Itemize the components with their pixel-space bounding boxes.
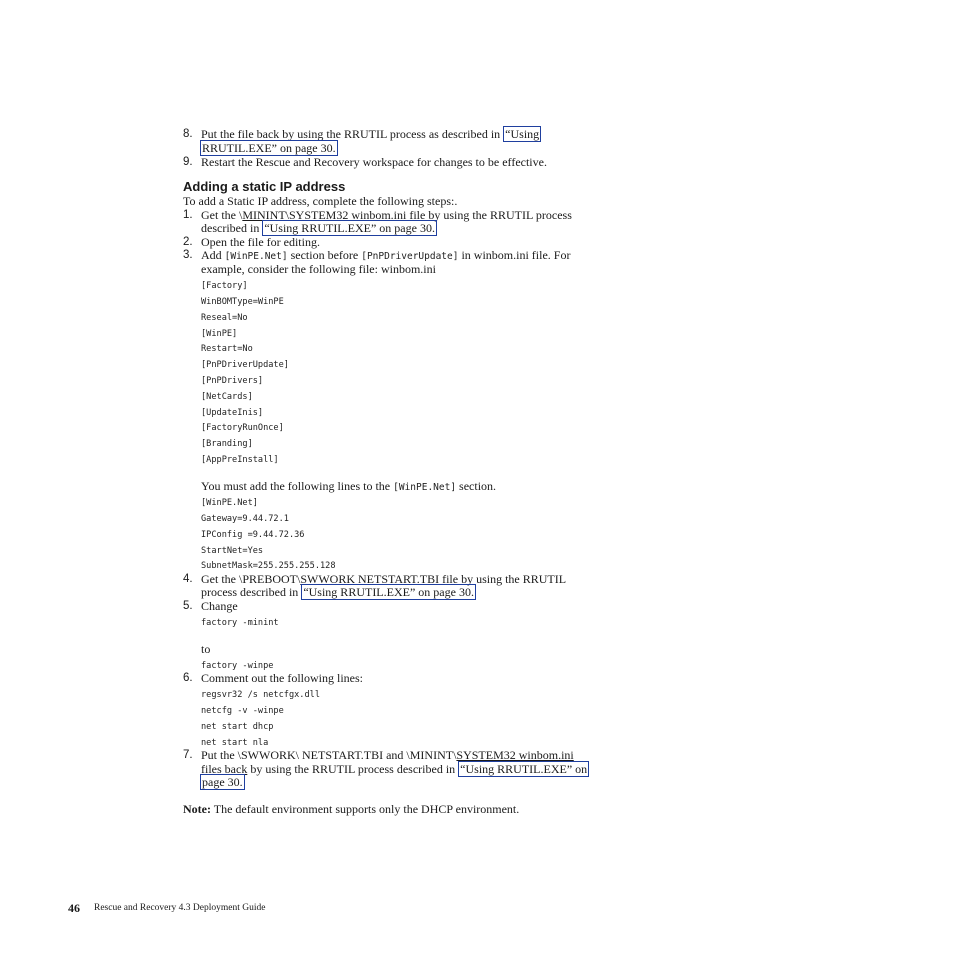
code-line: [PnPDriverUpdate] [201, 360, 289, 370]
code-line: net start nla [201, 738, 269, 748]
step-8-line-2 [200, 141, 338, 155]
step-text: described in [201, 221, 263, 235]
inline-code: [PnPDriverUpdate] [361, 251, 459, 262]
must-add-text [201, 479, 496, 493]
code-line: [WinPE.Net] [201, 498, 258, 508]
step-9-text: Restart the Rescue and Recovery workspace for changes to be effective. [201, 155, 547, 169]
code-line: [NetCards] [201, 392, 253, 402]
code-line: netcfg -v -winpe [201, 706, 284, 716]
path-text: SYSTEM32 winbom.ini file [289, 208, 429, 222]
step-text: You must add the following lines to the [201, 479, 394, 493]
step-text: \ [285, 208, 289, 222]
step-number: 7. [183, 749, 193, 761]
cross-reference-link[interactable]: RRUTIL.EXE” on page 30. [202, 141, 336, 155]
code-line: [FactoryRunOnce] [201, 423, 284, 433]
path-text: SWWORK NETSTART.TBI file by [300, 572, 474, 586]
step-1-line-2 [201, 221, 437, 235]
step-text: in winbom.ini file. For [458, 248, 571, 262]
step-text: Put the \SWWORK\ NETSTART.TBI and \MININT\ [201, 748, 457, 762]
step-7-line-1 [201, 748, 574, 762]
step-text: Put the file back by using the RRUTIL process as described in [201, 127, 504, 141]
code-line: net start dhcp [201, 722, 274, 732]
step-3-line-1 [201, 248, 570, 262]
code-line: Reseal=No [201, 313, 248, 323]
cross-reference-link[interactable]: “Using RRUTIL.EXE” on [460, 762, 588, 776]
step-text: section. [456, 479, 497, 493]
step-number: 9. [183, 156, 193, 168]
intro-text: To add a Static IP address, complete the following steps:. [183, 194, 458, 208]
step-number: 4. [183, 573, 193, 585]
code-line: StartNet=Yes [201, 546, 264, 556]
step-number: 5. [183, 600, 193, 612]
code-line: [PnPDrivers] [201, 376, 264, 386]
code-line: SubnetMask=255.255.255.128 [201, 561, 336, 571]
code-line: factory -minint [201, 618, 279, 628]
step-text: by using the RRUTIL process [428, 208, 572, 222]
step-number: 6. [183, 672, 193, 684]
code-line: Restart=No [201, 344, 253, 354]
section-heading: Adding a static IP address [183, 179, 346, 194]
code-line: WinBOMType=WinPE [201, 297, 284, 307]
step-text: Get the \PREBOOT\ [201, 572, 301, 586]
note-label: Note: [183, 802, 211, 816]
code-line: [Factory] [201, 281, 248, 291]
path-text: SYSTEM32 winbom.ini [456, 748, 574, 762]
code-line: factory -winpe [201, 661, 274, 671]
step-number: 3. [183, 249, 193, 261]
footer-title: Rescue and Recovery 4.3 Deployment Guide [94, 903, 266, 913]
code-line: regsvr32 /s netcfgx.dll [201, 690, 320, 700]
step-7-line-3 [200, 775, 245, 789]
step-7-line-2 [201, 762, 589, 776]
note [183, 802, 519, 816]
step-text: by using the RRUTIL process described in [247, 762, 459, 776]
cross-reference-link[interactable]: “Using [505, 127, 540, 141]
step-text: section before [287, 248, 362, 262]
step-number: 2. [183, 236, 193, 248]
code-line: [UpdateInis] [201, 408, 264, 418]
step-text: using the RRUTIL [473, 572, 567, 586]
note-text: The default environment supports only the DHCP environment. [210, 802, 520, 816]
path-text: MININT [242, 208, 286, 222]
code-line: [AppPreInstall] [201, 455, 279, 465]
cross-reference-link[interactable]: “Using RRUTIL.EXE” on page 30. [303, 585, 474, 599]
page-number: 46 [68, 901, 80, 915]
step-text: process described in [201, 585, 302, 599]
cross-reference-link[interactable]: “Using RRUTIL.EXE” on page 30. [264, 221, 435, 235]
step-5-text: Change [201, 599, 238, 613]
step-8-line-1 [201, 127, 541, 141]
path-text: files back [201, 762, 248, 776]
step-number: 8. [183, 128, 193, 140]
code-line: IPConfig =9.44.72.36 [201, 530, 305, 540]
step-4-line-2 [201, 585, 476, 599]
inline-code: [WinPE.Net] [393, 482, 457, 493]
code-line: [Branding] [201, 439, 253, 449]
step-5-to: to [201, 642, 211, 656]
step-text: Get the \ [201, 208, 243, 222]
step-number: 1. [183, 209, 193, 221]
step-6-text: Comment out the following lines: [201, 671, 363, 685]
code-line: Gateway=9.44.72.1 [201, 514, 289, 524]
step-2-text: Open the file for editing. [201, 235, 320, 249]
step-3-line-2: example, consider the following file: winbom.ini [201, 262, 436, 276]
step-text: Add [201, 248, 225, 262]
inline-code: [WinPE.Net] [224, 251, 288, 262]
code-line: [WinPE] [201, 329, 238, 339]
cross-reference-link[interactable]: page 30. [202, 775, 243, 789]
